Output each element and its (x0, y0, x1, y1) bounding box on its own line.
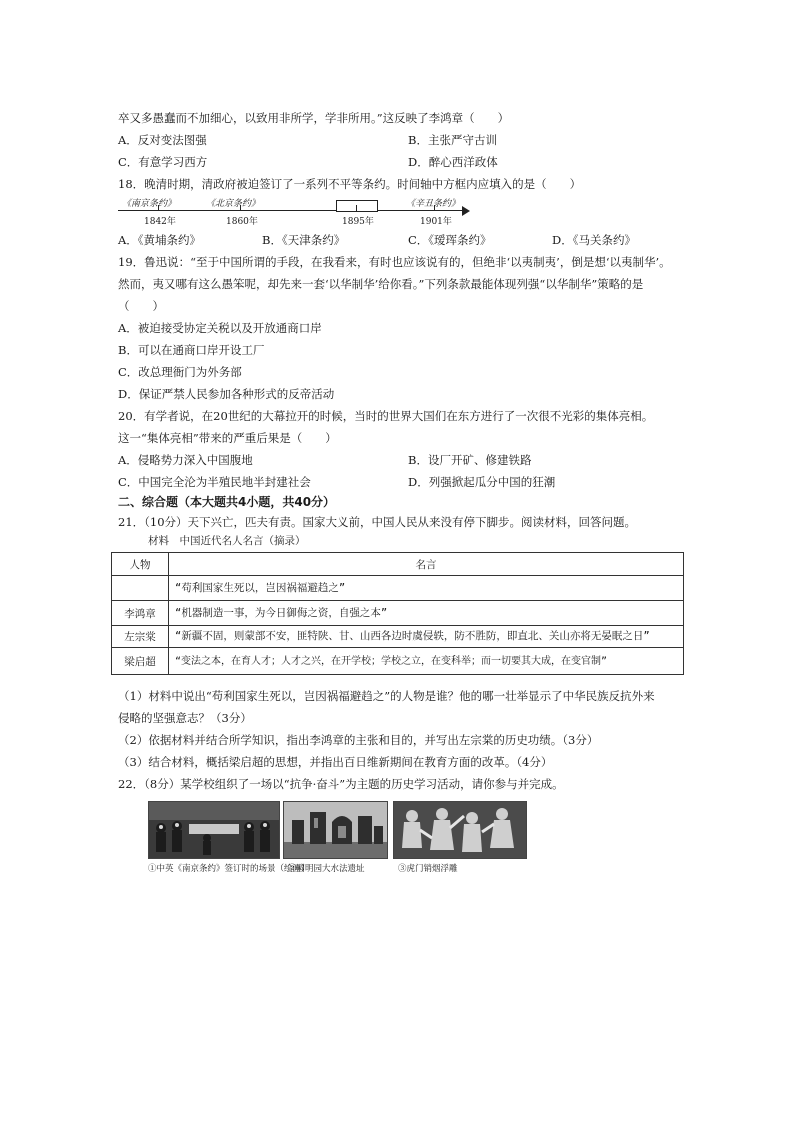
table-cell-quote: “变法之本，在育人才；人才之兴，在开学校；学校之立，在变科举；而一切要其大成，在变官制” (169, 648, 684, 675)
timeline-arrow-icon (462, 206, 470, 216)
nanjing-treaty-painting (148, 801, 280, 859)
q20-option-c: C．中国完全沦为半殖民地半封建社会 (118, 475, 311, 489)
q19-option-d: D．保证严禁人民参加各种形式的反帝活动 (118, 387, 335, 401)
q21-sub-2: （2）依据材料并结合所学知识，指出李鸿章的主张和目的，并写出左宗棠的历史功绩。（3分） (118, 733, 599, 747)
table-header-row (112, 553, 684, 576)
yuanmingyuan-ruins-photo (283, 801, 388, 859)
timeline-tick (240, 205, 241, 211)
table-row (112, 648, 684, 675)
caption-3: ③虎门销烟浮雕 (398, 864, 458, 874)
table-cell-name (112, 576, 169, 601)
timeline-label-nanjing: 《南京条约》 (122, 199, 177, 209)
q20-option-a: A．侵略势力深入中国腹地 (118, 453, 253, 467)
quote-table (111, 552, 684, 675)
q19-option-b: B．可以在通商口岸开设工厂 (118, 343, 265, 357)
timeline-year-1901: 1901年 (420, 217, 452, 227)
q17-option-c: C．有意学习西方 (118, 155, 208, 169)
q21-sub-1-line-2: 侵略的坚强意志？（3分） (118, 711, 252, 725)
table-cell-quote: “机器制造一事，为今日御侮之资，自强之本” (169, 601, 684, 626)
material-title: 材料 中国近代名人名言（摘录） (148, 535, 306, 547)
q19-stem-line-1: 19．鲁迅说：“至于中国所谓的手段，在我看来，有时也应该说有的，但绝非‘以夷制夷’，倒是想‘以夷制华’。 (118, 255, 671, 269)
timeline-year-1842: 1842年 (144, 217, 176, 227)
q21-sub-3: （3）结合材料，概括梁启超的思想，并指出百日维新期间在教育方面的改革。（4分） (118, 755, 553, 769)
q19-stem-line-3: （ ） (118, 299, 164, 313)
table-row (112, 626, 684, 648)
table-row (112, 601, 684, 626)
table-header-quote: 名言 (169, 553, 684, 576)
q20-option-d: D．列强掀起瓜分中国的狂潮 (408, 475, 556, 489)
table-cell-name: 左宗棠 (112, 626, 169, 648)
timeline-axis (118, 210, 464, 211)
timeline-label-xinchou: 《辛丑条约》 (406, 199, 461, 209)
timeline-year-1895: 1895年 (342, 217, 374, 227)
q21-stem: 21．（10分）天下兴亡，匹夫有责。国家大义前，中国人民从来没有停下脚步。阅读材料，回答问题。 (118, 515, 637, 529)
q20-option-b: B．设厂开矿、修建铁路 (408, 453, 532, 467)
caption-1: ①中英《南京条约》签订时的场景（绘画） (148, 864, 310, 874)
table-cell-name: 李鸿章 (112, 601, 169, 626)
q18-timeline (118, 196, 474, 228)
table-cell-quote: “苟利国家生死以，岂因祸福避趋之” (169, 576, 684, 601)
timeline-tick (158, 205, 159, 211)
q19-stem-line-2: 然而，夷又哪有这么愚笨呢，却先来一套‘以华制华’给你看。”下列条款最能体现列强“以华制华”策略的是 (118, 277, 644, 291)
humen-relief-photo (393, 801, 527, 859)
q18-option-d: D．《马关条约》 (552, 233, 636, 247)
q17-option-b: B．主张严守古训 (408, 133, 497, 147)
table-cell-quote: “新疆不固，则蒙部不安，匪特陕、甘、山西各边时虞侵轶，防不胜防，即直北、关山亦将无晏眠之日” (169, 626, 684, 648)
timeline-tick (434, 205, 435, 211)
timeline-tick (356, 205, 357, 211)
section-title: 二、综合题（本大题共4小题，共40分） (118, 495, 336, 509)
q17-option-a: A．反对变法图强 (118, 133, 207, 147)
caption-2: ②圆明园大水法遗址 (288, 864, 365, 874)
q18-option-b: B．《天津条约》 (262, 233, 346, 247)
timeline-label-beijing: 《北京条约》 (206, 199, 261, 209)
q17-stem-tail: 卒又多愚蠢而不加细心，以致用非所学，学非所用。”这反映了李鸿章（ ） (118, 111, 510, 125)
q19-option-c: C．改总理衙门为外务部 (118, 365, 242, 379)
q18-stem: 18．晚清时期，清政府被迫签订了一系列不平等条约。时间轴中方框内应填入的是（ ） (118, 177, 582, 191)
q20-stem-line-1: 20．有学者说，在20世纪的大幕拉开的时候，当时的世界大国们在东方进行了一次很不光彩的集体亮相。 (118, 409, 654, 423)
q19-option-a: A．被迫接受协定关税以及开放通商口岸 (118, 321, 322, 335)
timeline-blank-box (336, 200, 378, 212)
timeline-year-1860: 1860年 (226, 217, 258, 227)
q22-stem: 22．（8分）某学校组织了一场以“抗争·奋斗”为主题的历史学习活动，请你参与并完成。 (118, 777, 564, 791)
q17-option-d: D．醉心西洋政体 (408, 155, 498, 169)
table-cell-name: 梁启超 (112, 648, 169, 675)
q18-option-a: A．《黄埔条约》 (118, 233, 202, 247)
table-row (112, 576, 684, 601)
q21-sub-1-line-1: （1）材料中说出“苟利国家生死以，岂因祸福避趋之”的人物是谁？他的哪一壮举显示了中华民族反抗外来 (118, 689, 655, 703)
q20-stem-line-2: 这一“集体亮相”带来的严重后果是（ ） (118, 431, 337, 445)
table-header-person: 人物 (112, 553, 169, 576)
q18-option-c: C．《瑷珲条约》 (408, 233, 492, 247)
